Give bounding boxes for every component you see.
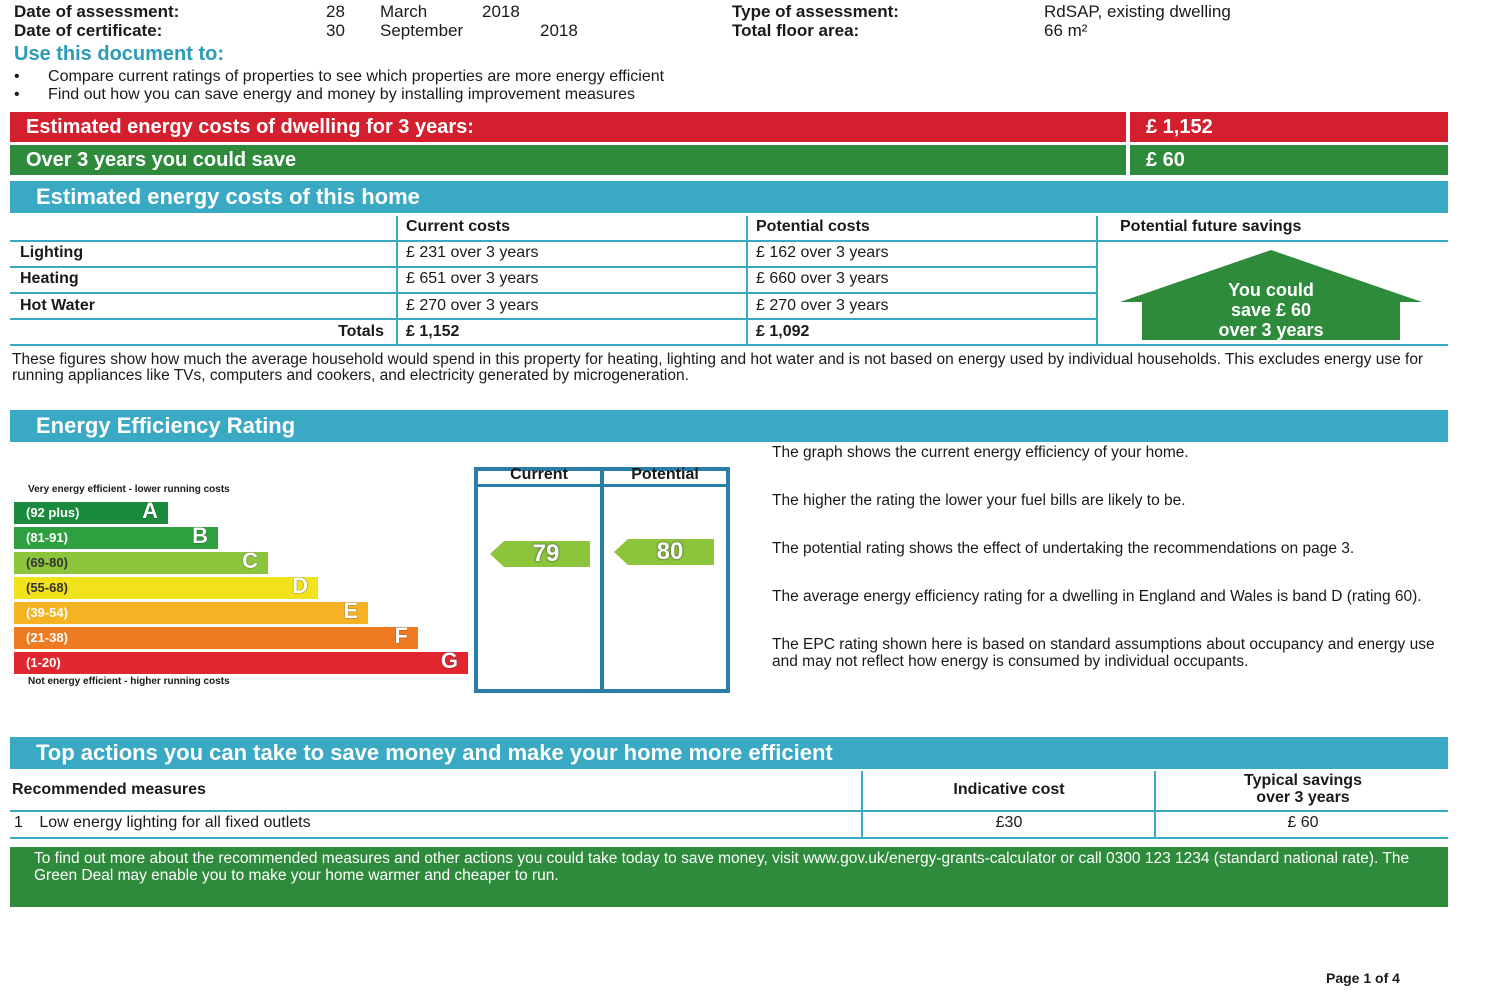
- rating-band-range: (1-20): [26, 655, 61, 670]
- rating-band-g: [14, 648, 468, 674]
- potential-rating-value: 80: [656, 538, 684, 565]
- col-potential-rating: Potential: [631, 466, 699, 483]
- date-certificate-year: 2018: [540, 21, 578, 40]
- row-heating-current: £ 651 over 3 years: [406, 270, 539, 287]
- rating-band-range: (55-68): [26, 580, 68, 595]
- action-row: [14, 814, 311, 832]
- rating-band-letter: E: [343, 598, 358, 623]
- action-row-number: 1: [14, 814, 23, 831]
- type-label: Type of assessment:: [732, 2, 899, 21]
- rating-band-range: (21-38): [26, 630, 68, 645]
- use-bullet: • Compare current ratings of properties to see which properties are more energy efficient: [14, 68, 665, 85]
- date-certificate-label: Date of certificate:: [14, 21, 163, 40]
- rating-band-letter: D: [292, 573, 308, 598]
- date-assessment-label: Date of assessment:: [14, 2, 180, 21]
- col-indicative-cost: Indicative cost: [953, 781, 1065, 798]
- action-row-saving: £ 60: [1287, 814, 1319, 831]
- row-lighting-potential: £ 162 over 3 years: [756, 244, 889, 261]
- current-rating-value: 79: [532, 540, 560, 567]
- col-current-rating: Current: [510, 466, 568, 483]
- rating-text-5: The EPC rating shown here is based on standard assumptions about occupancy and energy use and may not reflect how energy is consumed by individual occupants.: [772, 636, 1435, 670]
- rating-band-letter: A: [142, 498, 158, 523]
- row-heating-potential: £ 660 over 3 years: [756, 270, 889, 287]
- rating-band-c: [14, 548, 268, 574]
- row-lighting-name: Lighting: [20, 244, 84, 261]
- rating-top-caption: Very energy efficient - lower running costs: [28, 484, 230, 495]
- date-assessment-month: March: [380, 2, 428, 21]
- rating-bottom-caption: Not energy efficient - higher running costs: [28, 676, 230, 687]
- col-savings-line-1: Typical savings: [1244, 772, 1362, 789]
- actions-footer: To find out more about the recommended measures and other actions you could take today to save money, visit www.gov.uk/energy-grants-calculator or call 0300 123 1234 (standard national rate). The Green Deal may enable you to make your home warmer and cheaper to run.: [10, 847, 1448, 907]
- rating-band-letter: F: [394, 623, 408, 648]
- arrow-line-2: save £ 60: [1230, 300, 1312, 320]
- use-bullet-text: Compare current ratings of properties to see which properties are more energy efficient: [48, 68, 665, 85]
- date-certificate-month: September: [380, 21, 464, 40]
- rating-section-title: Energy Efficiency Rating: [10, 410, 1448, 442]
- row-heating-name: Heating: [20, 270, 79, 287]
- date-assessment-year: 2018: [482, 2, 520, 21]
- action-row-cost: £30: [995, 814, 1023, 831]
- use-bullet: • Find out how you can save energy and money by installing improvement measures: [14, 86, 636, 103]
- cost-bar-value: £ 1,152: [1130, 112, 1448, 142]
- cost-bar-label: Estimated energy costs of dwelling for 3 years:: [10, 112, 1126, 142]
- col-current-costs: Current costs: [406, 218, 511, 235]
- page-number: Page 1 of 4: [1326, 970, 1400, 986]
- row-hotwater-current: £ 270 over 3 years: [406, 297, 539, 314]
- rating-band-range: (92 plus): [26, 505, 80, 520]
- rating-band-d: [14, 573, 318, 599]
- floor-value: 66 m²: [1044, 21, 1088, 40]
- savings-arrow-text: [1140, 280, 1402, 340]
- use-title: Use this document to:: [14, 43, 225, 65]
- rating-band-a: [14, 498, 168, 524]
- date-assessment-day: 28: [326, 2, 345, 21]
- rating-band-range: (39-54): [26, 605, 68, 620]
- col-typical-savings: [1158, 772, 1448, 806]
- totals-potential: £ 1,092: [756, 323, 810, 340]
- rating-text-3: The potential rating shows the effect of undertaking the recommendations on page 3.: [772, 540, 1355, 557]
- col-future-savings: Potential future savings: [1120, 218, 1302, 235]
- rating-text-4: The average energy efficiency rating for a dwelling in England and Wales is band D (rating 60).: [772, 588, 1422, 605]
- save-bar-label: Over 3 years you could save: [10, 145, 1126, 175]
- row-hotwater-potential: £ 270 over 3 years: [756, 297, 889, 314]
- rating-band-range: (81-91): [26, 530, 68, 545]
- arrow-line-1: You could: [1228, 280, 1314, 300]
- rating-band-f: [14, 623, 418, 649]
- costs-note: These figures show how much the average household would spend in this property for heating, lighting and hot water and is not based on energy used by individual households. This excludes energy use for running appliances like TVs, computers and cookers, and electricity generated by microgeneration.: [12, 351, 1424, 384]
- col-savings-line-2: over 3 years: [1256, 789, 1350, 806]
- actions-section-title: Top actions you can take to save money and make your home more efficient: [10, 737, 1448, 769]
- rating-band-letter: B: [192, 523, 208, 548]
- rating-band-letter: C: [242, 548, 258, 573]
- floor-label: Total floor area:: [732, 21, 860, 40]
- type-value: RdSAP, existing dwelling: [1044, 2, 1231, 21]
- action-row-measure: Low energy lighting for all fixed outlets: [39, 814, 311, 831]
- totals-current: £ 1,152: [406, 323, 460, 340]
- costs-section-title: Estimated energy costs of this home: [10, 181, 1448, 213]
- date-certificate-day: 30: [326, 21, 345, 40]
- rating-text-2: The higher the rating the lower your fuel bills are likely to be.: [772, 492, 1186, 509]
- arrow-line-3: over 3 years: [1218, 320, 1324, 340]
- row-lighting-current: £ 231 over 3 years: [406, 244, 539, 261]
- save-bar-value: £ 60: [1130, 145, 1448, 175]
- rating-text-1: The graph shows the current energy efficiency of your home.: [772, 444, 1189, 461]
- rating-band-letter: G: [440, 648, 458, 673]
- use-bullet-text: Find out how you can save energy and money by installing improvement measures: [48, 86, 636, 103]
- rating-band-range: (69-80): [26, 555, 68, 570]
- col-potential-costs: Potential costs: [756, 218, 870, 235]
- rating-band-e: [14, 598, 368, 624]
- rating-band-b: [14, 523, 218, 549]
- totals-label: Totals: [338, 323, 384, 340]
- row-hotwater-name: Hot Water: [20, 297, 95, 314]
- col-measures: Recommended measures: [12, 781, 206, 798]
